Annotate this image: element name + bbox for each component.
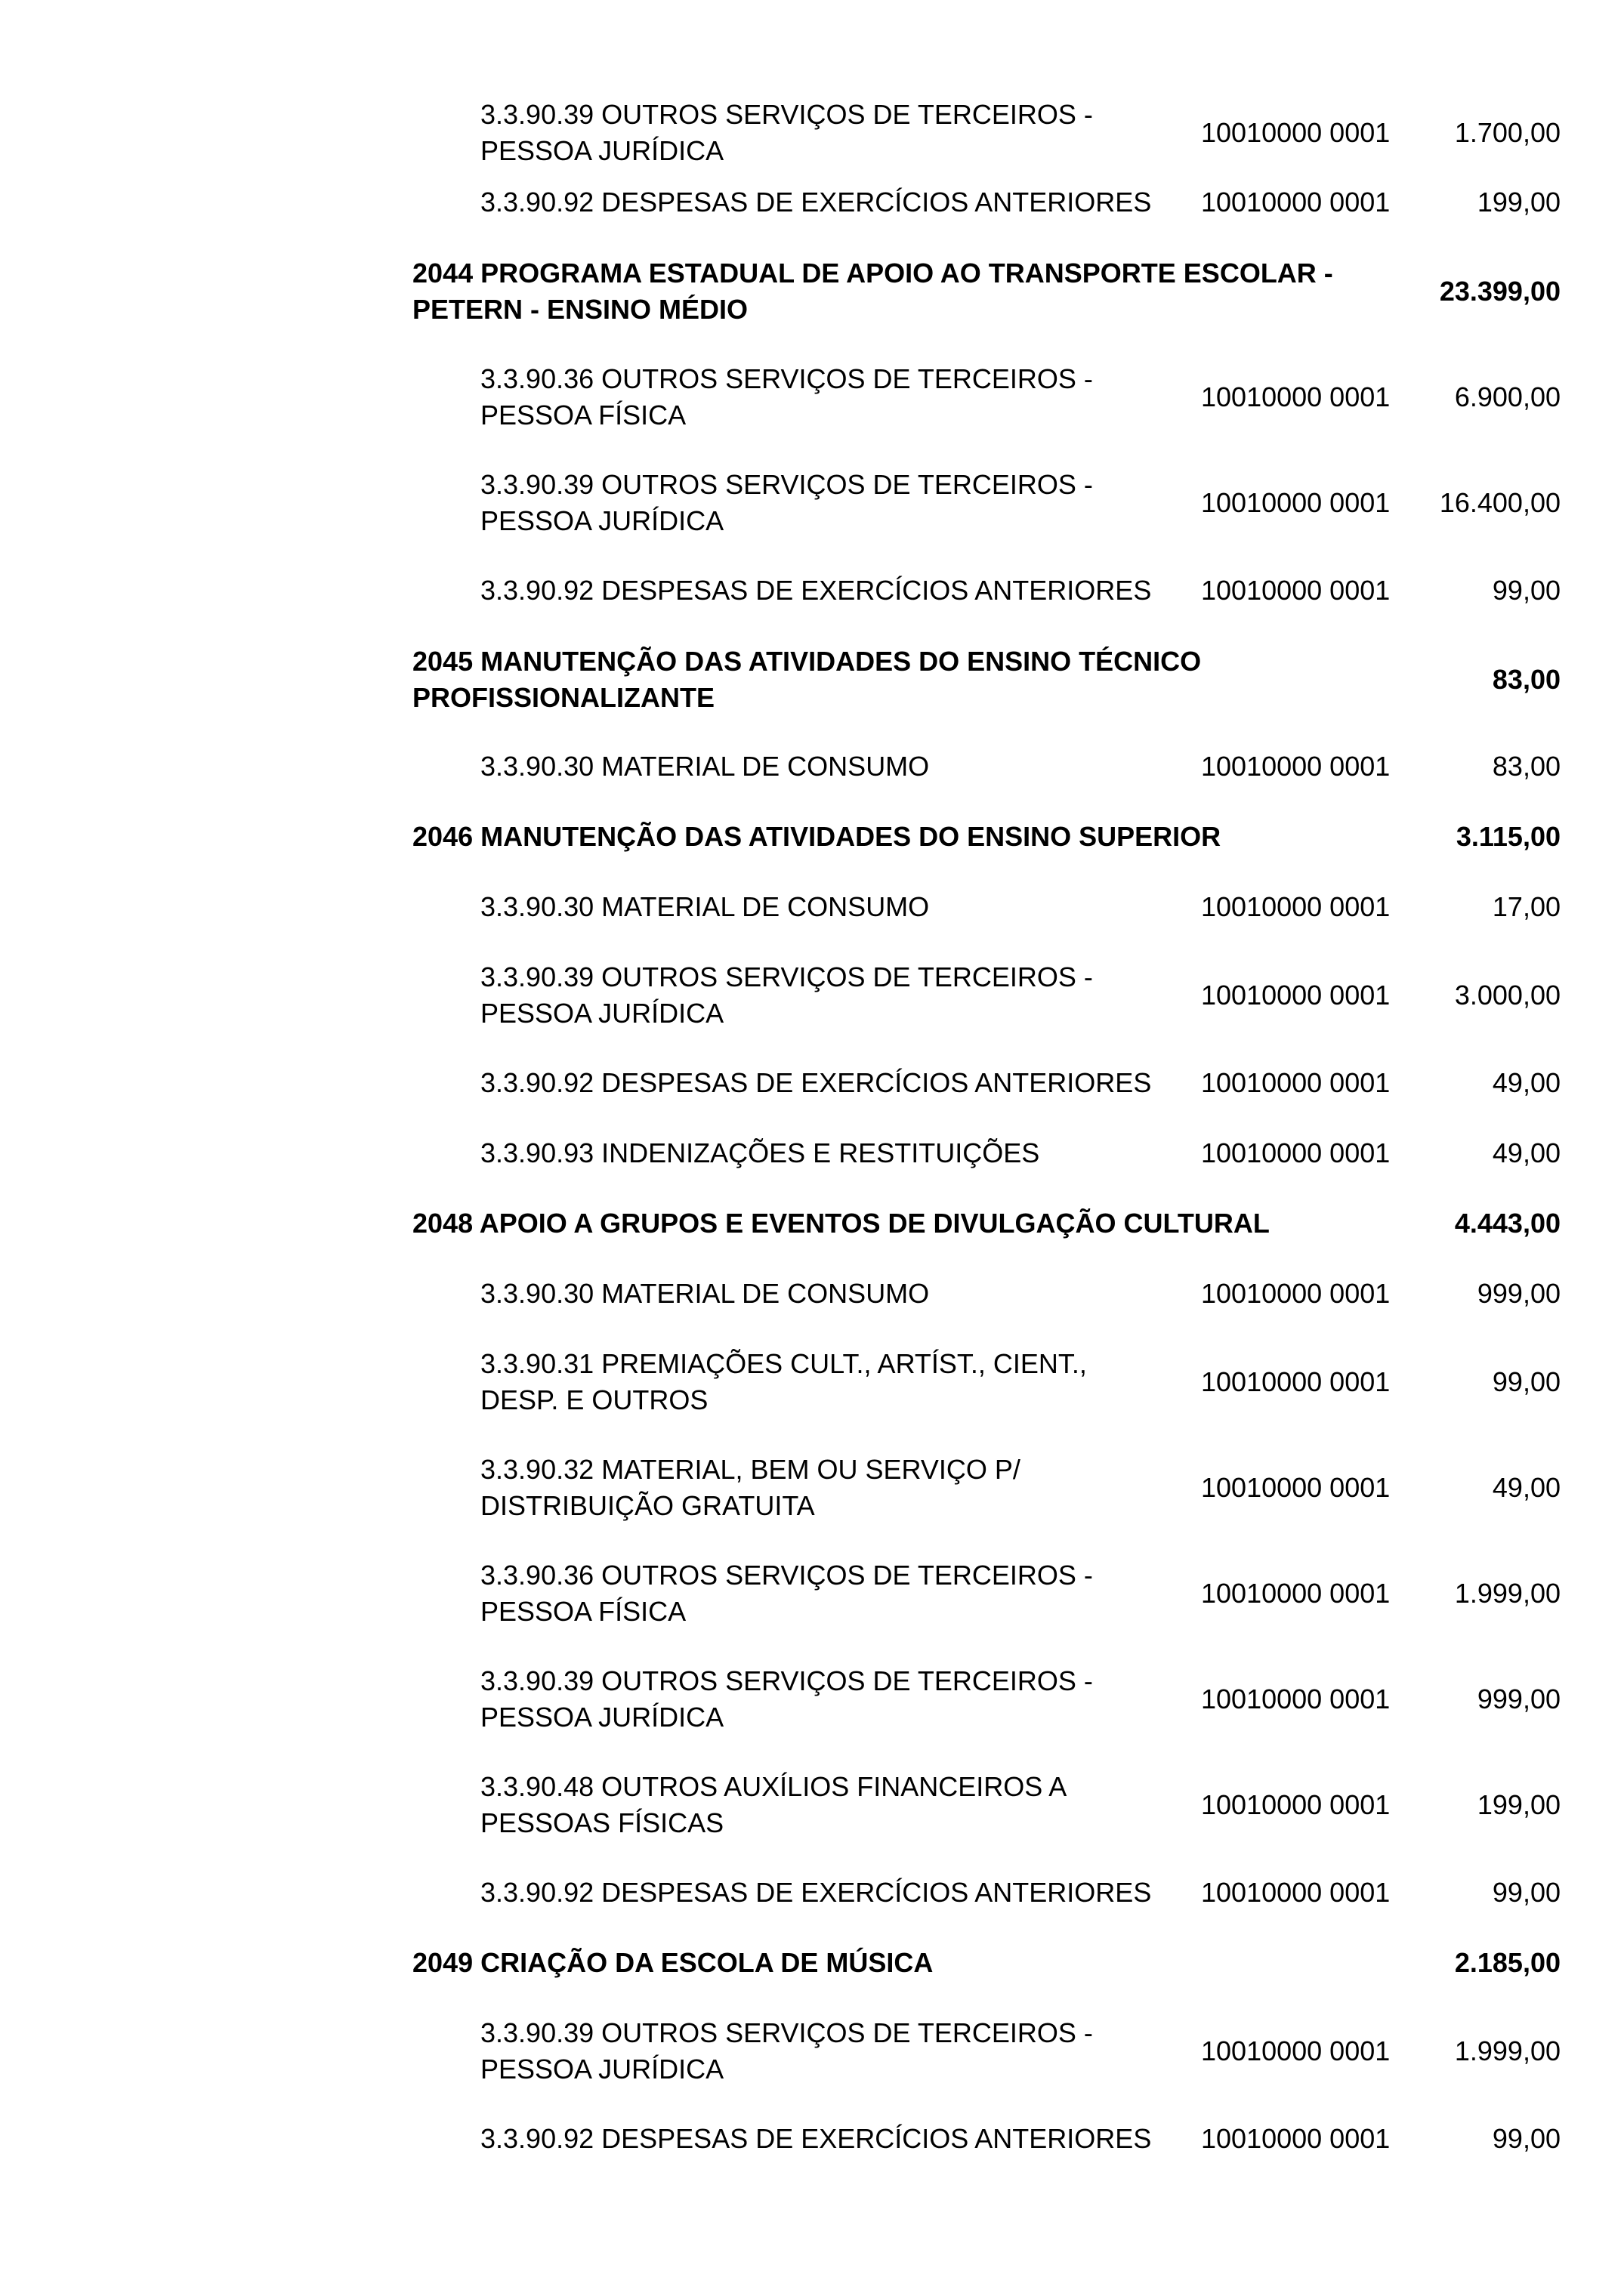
expense-line-row [0,1346,1624,1418]
expense-description: 3.3.90.92 DESPESAS DE EXERCÍCIOS ANTERIORES [480,1067,1152,1098]
expense-amount: 999,00 [1477,1278,1561,1309]
expense-line-row [0,1276,1624,1312]
expense-source-code: 10010000 0001 [1201,1366,1391,1397]
expense-description: 3.3.90.36 OUTROS SERVIÇOS DE TERCEIROS - PESSOA FÍSICA [480,363,1093,430]
program-title: 2044 PROGRAMA ESTADUAL DE APOIO AO TRANSPORTE ESCOLAR - PETERN - ENSINO MÉDIO [412,258,1333,325]
expense-source-code: 10010000 0001 [1201,2035,1391,2066]
expense-line-row [0,1663,1624,1736]
expense-amount: 17,00 [1492,891,1561,922]
expense-line-row [0,1135,1624,1171]
expense-amount: 99,00 [1492,1366,1561,1397]
expense-amount: 99,00 [1492,2123,1561,2154]
expense-amount: 3.000,00 [1454,980,1561,1011]
expense-line-row [0,1769,1624,1841]
expense-amount: 999,00 [1477,1683,1561,1714]
expense-amount: 99,00 [1492,575,1561,606]
program-total-row [0,1205,1624,1242]
program-total-row [0,255,1624,328]
expense-line-row [0,1557,1624,1630]
expense-description: 3.3.90.30 MATERIAL DE CONSUMO [480,1278,930,1309]
expense-amount: 83,00 [1492,751,1561,782]
program-total-row [0,1945,1624,1981]
expense-line-row [0,1452,1624,1524]
expense-line-row [0,572,1624,609]
program-total: 4.443,00 [1454,1208,1561,1239]
expense-line-row [0,184,1624,221]
expense-source-code: 10010000 0001 [1201,575,1391,606]
expense-source-code: 10010000 0001 [1201,117,1391,148]
program-total: 3.115,00 [1456,821,1561,852]
expense-line-row [0,748,1624,785]
expense-source-code: 10010000 0001 [1201,2123,1391,2154]
expense-amount: 49,00 [1492,1472,1561,1503]
program-total-row [0,643,1624,716]
program-title: 2049 CRIAÇÃO DA ESCOLA DE MÚSICA [412,1947,934,1978]
program-total: 23.399,00 [1439,276,1561,307]
expense-description: 3.3.90.93 INDENIZAÇÕES E RESTITUIÇÕES [480,1137,1040,1168]
expense-source-code: 10010000 0001 [1201,1137,1391,1168]
expense-source-code: 10010000 0001 [1201,381,1391,412]
expense-source-code: 10010000 0001 [1201,487,1391,518]
expense-description: 3.3.90.39 OUTROS SERVIÇOS DE TERCEIROS - PESSOA JURÍDICA [480,99,1093,166]
program-total: 2.185,00 [1454,1947,1561,1978]
program-title: 2048 APOIO A GRUPOS E EVENTOS DE DIVULGAÇÃO CULTURAL [412,1208,1270,1239]
expense-source-code: 10010000 0001 [1201,1472,1391,1503]
expense-source-code: 10010000 0001 [1201,1789,1391,1820]
expense-description: 3.3.90.92 DESPESAS DE EXERCÍCIOS ANTERIORES [480,187,1152,218]
expense-description: 3.3.90.39 OUTROS SERVIÇOS DE TERCEIROS - PESSOA JURÍDICA [480,2017,1093,2085]
expense-description: 3.3.90.92 DESPESAS DE EXERCÍCIOS ANTERIORES [480,2123,1152,2154]
expense-source-code: 10010000 0001 [1201,1877,1391,1908]
expense-description: 3.3.90.32 MATERIAL, BEM OU SERVIÇO P/ DISTRIBUIÇÃO GRATUITA [480,1454,1020,1521]
expense-source-code: 10010000 0001 [1201,1067,1391,1098]
expense-description: 3.3.90.48 OUTROS AUXÍLIOS FINANCEIROS A PESSOAS FÍSICAS [480,1771,1067,1838]
expense-source-code: 10010000 0001 [1201,1578,1391,1609]
expense-line-row [0,889,1624,925]
expense-description: 3.3.90.92 DESPESAS DE EXERCÍCIOS ANTERIORES [480,1877,1152,1908]
expense-description: 3.3.90.39 OUTROS SERVIÇOS DE TERCEIROS - PESSOA JURÍDICA [480,1665,1093,1733]
program-title: 2045 MANUTENÇÃO DAS ATIVIDADES DO ENSINO TÉCNICO PROFISSIONALIZANTE [412,646,1202,713]
expense-description: 3.3.90.36 OUTROS SERVIÇOS DE TERCEIROS - PESSOA FÍSICA [480,1560,1093,1627]
expense-line-row [0,361,1624,434]
program-title: 2046 MANUTENÇÃO DAS ATIVIDADES DO ENSINO SUPERIOR [412,821,1221,852]
expense-amount: 49,00 [1492,1137,1561,1168]
expense-description: 3.3.90.30 MATERIAL DE CONSUMO [480,751,930,782]
expense-description: 3.3.90.30 MATERIAL DE CONSUMO [480,891,930,922]
expense-line-row [0,2121,1624,2157]
expense-description: 3.3.90.39 OUTROS SERVIÇOS DE TERCEIROS - PESSOA JURÍDICA [480,469,1093,536]
expense-amount: 1.999,00 [1454,2035,1561,2066]
program-total-row [0,819,1624,855]
expense-source-code: 10010000 0001 [1201,751,1391,782]
expense-description: 3.3.90.31 PREMIAÇÕES CULT., ARTÍST., CIENT., DESP. E OUTROS [480,1348,1087,1415]
expense-source-code: 10010000 0001 [1201,1278,1391,1309]
expense-amount: 16.400,00 [1439,487,1561,518]
expense-source-code: 10010000 0001 [1201,980,1391,1011]
expense-amount: 199,00 [1477,187,1561,218]
expense-line-row [0,467,1624,539]
expense-amount: 6.900,00 [1454,381,1561,412]
expense-line-row [0,959,1624,1032]
expense-line-row [0,1065,1624,1101]
program-total: 83,00 [1492,664,1561,695]
expense-amount: 49,00 [1492,1067,1561,1098]
expense-amount: 99,00 [1492,1877,1561,1908]
expense-line-row [0,1875,1624,1911]
expense-amount: 1.700,00 [1454,117,1561,148]
expense-source-code: 10010000 0001 [1201,1683,1391,1714]
expense-source-code: 10010000 0001 [1201,187,1391,218]
expense-amount: 199,00 [1477,1789,1561,1820]
expense-amount: 1.999,00 [1454,1578,1561,1609]
expense-source-code: 10010000 0001 [1201,891,1391,922]
expense-description: 3.3.90.39 OUTROS SERVIÇOS DE TERCEIROS - PESSOA JURÍDICA [480,961,1093,1029]
expense-line-row [0,2015,1624,2088]
expense-description: 3.3.90.92 DESPESAS DE EXERCÍCIOS ANTERIORES [480,575,1152,606]
expense-line-row [0,97,1624,169]
